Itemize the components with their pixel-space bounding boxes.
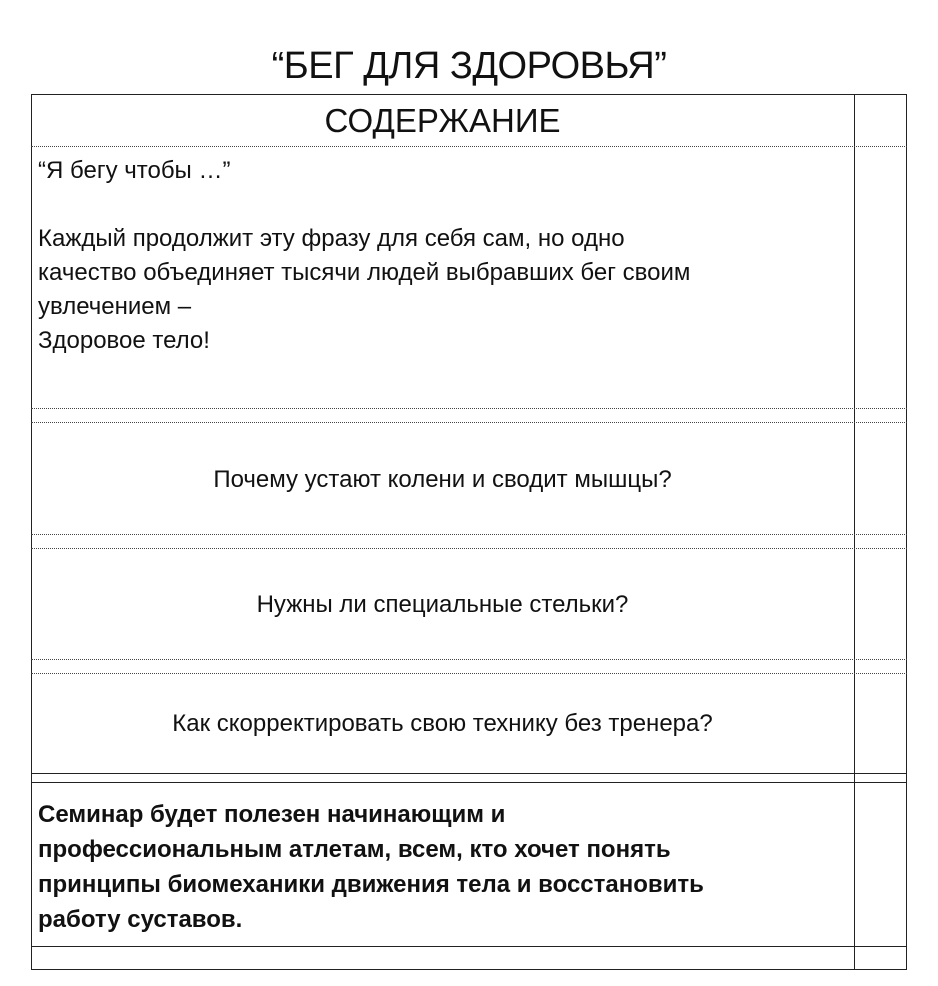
table-column-divider [854,94,855,970]
intro-quote: “Я бегу чтобы …” [38,157,231,184]
summary-line: работу суставов. [38,906,243,933]
table-rule [31,408,907,409]
table-rule [31,146,907,147]
intro-line: качество объединяет тысячи людей выбравших бег своим [38,259,691,286]
intro-line: Здоровое тело! [38,327,210,354]
seminar-summary [38,797,850,937]
question-item: Почему устают колени и сводит мышцы? [213,466,672,493]
question-item: Нужны ли специальные стельки? [256,591,629,618]
intro-line: увлечением – [38,293,192,320]
table-rule [31,782,907,783]
summary-line: Семинар будет полезен начинающим и [38,801,506,828]
table-rule [31,422,907,423]
intro-text [38,154,850,358]
intro-spacer [38,188,850,222]
summary-line: принципы биомеханики движения тела и восстановить [38,871,704,898]
table-rule [31,673,907,674]
table-rule [31,534,907,535]
table-rule [31,773,907,774]
document-title: “БЕГ ДЛЯ ЗДОРОВЬЯ” [271,45,667,87]
summary-line: профессиональным атлетам, всем, кто хочет понять [38,836,671,863]
section-heading: СОДЕРЖАНИЕ [324,102,561,139]
intro-line: Каждый продолжит эту фразу для себя сам, но одно [38,225,625,252]
question-item: Как скорректировать свою технику без тренера? [172,710,713,737]
table-rule [31,548,907,549]
table-rule [31,946,907,947]
table-rule [31,659,907,660]
